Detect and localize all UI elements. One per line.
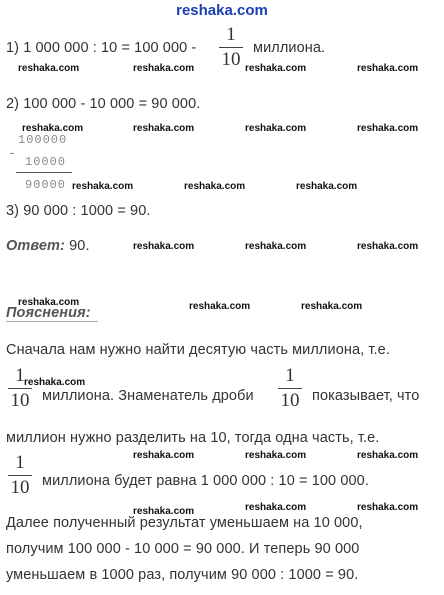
watermark: reshaka.com [133, 506, 195, 517]
watermark: reshaka.com [357, 241, 419, 252]
answer-value: 90. [69, 238, 90, 254]
explanation-line-2b: показывает, что [312, 388, 420, 404]
column-minus-sign: - [8, 146, 18, 162]
watermark: reshaka.com [133, 241, 195, 252]
column-line [16, 172, 72, 173]
fraction-denominator: 10 [221, 49, 241, 70]
explanation-fraction-1 [8, 366, 32, 410]
fraction-denominator: 10 [280, 390, 300, 411]
fraction-bar [8, 475, 32, 476]
watermark: reshaka.com [245, 63, 307, 74]
watermark: reshaka.com [72, 181, 134, 192]
watermark: reshaka.com [24, 377, 86, 388]
watermark: reshaka.com [357, 450, 419, 461]
step-1-text: 1) 1 000 000 : 10 = 100 000 - [6, 40, 197, 56]
watermark: reshaka.com [357, 63, 419, 74]
answer-line [6, 238, 90, 254]
column-subtrahend: 10000 [25, 155, 67, 169]
column-result: 90000 [25, 178, 67, 192]
step-1-suffix: миллиона. [253, 40, 326, 56]
watermark: reshaka.com [133, 63, 195, 74]
watermark: reshaka.com [133, 450, 195, 461]
watermark: reshaka.com [245, 502, 307, 513]
fraction-numerator: 1 [285, 365, 295, 386]
watermark: reshaka.com [245, 450, 307, 461]
watermark: reshaka.com [133, 123, 195, 134]
explanation-line-6: получим 100 000 - 10 000 = 90 000. И теперь 90 000 [6, 541, 360, 557]
site-header: reshaka.com [176, 2, 268, 19]
watermark: reshaka.com [296, 181, 358, 192]
explanation-fraction-3 [8, 453, 32, 497]
watermark: reshaka.com [22, 123, 84, 134]
explanation-line-7: уменьшаем в 1000 раз, получим 90 000 : 1000 = 90. [6, 567, 359, 583]
step-3-text: 3) 90 000 : 1000 = 90. [6, 203, 151, 219]
fraction-denominator: 10 [10, 390, 30, 411]
watermark: reshaka.com [189, 301, 251, 312]
explanation-line-5: Далее полученный результат уменьшаем на 10 000, [6, 515, 363, 531]
fraction-bar [219, 47, 243, 48]
step-2-text: 2) 100 000 - 10 000 = 90 000. [6, 96, 201, 112]
explanation-line-2a: миллиона. Знаменатель дроби [42, 388, 254, 404]
explanation-line-1: Сначала нам нужно найти десятую часть миллиона, т.е. [6, 342, 390, 358]
fraction-bar [278, 388, 302, 389]
watermark: reshaka.com [245, 241, 307, 252]
fraction-numerator: 1 [15, 365, 25, 386]
watermark: reshaka.com [301, 301, 363, 312]
watermark: reshaka.com [245, 123, 307, 134]
watermark: reshaka.com [357, 123, 419, 134]
watermark: reshaka.com [184, 181, 246, 192]
fraction-numerator: 1 [15, 452, 25, 473]
answer-label: Ответ: [6, 238, 65, 254]
watermark: reshaka.com [18, 297, 80, 308]
watermark: reshaka.com [357, 502, 419, 513]
fraction-bar [8, 388, 32, 389]
explanation-line-3: миллион нужно разделить на 10, тогда одна часть, т.е. [6, 430, 380, 446]
fraction-denominator: 10 [10, 477, 30, 498]
step-1-fraction [219, 25, 243, 69]
watermark: reshaka.com [18, 63, 80, 74]
explanation-label: Пояснения: [6, 305, 91, 321]
label-underline [6, 321, 98, 322]
fraction-numerator: 1 [226, 24, 236, 45]
explanation-fraction-2 [278, 366, 302, 410]
column-minuend: 100000 [18, 133, 68, 147]
explanation-line-4: миллиона будет равна 1 000 000 : 10 = 100 000. [42, 473, 369, 489]
